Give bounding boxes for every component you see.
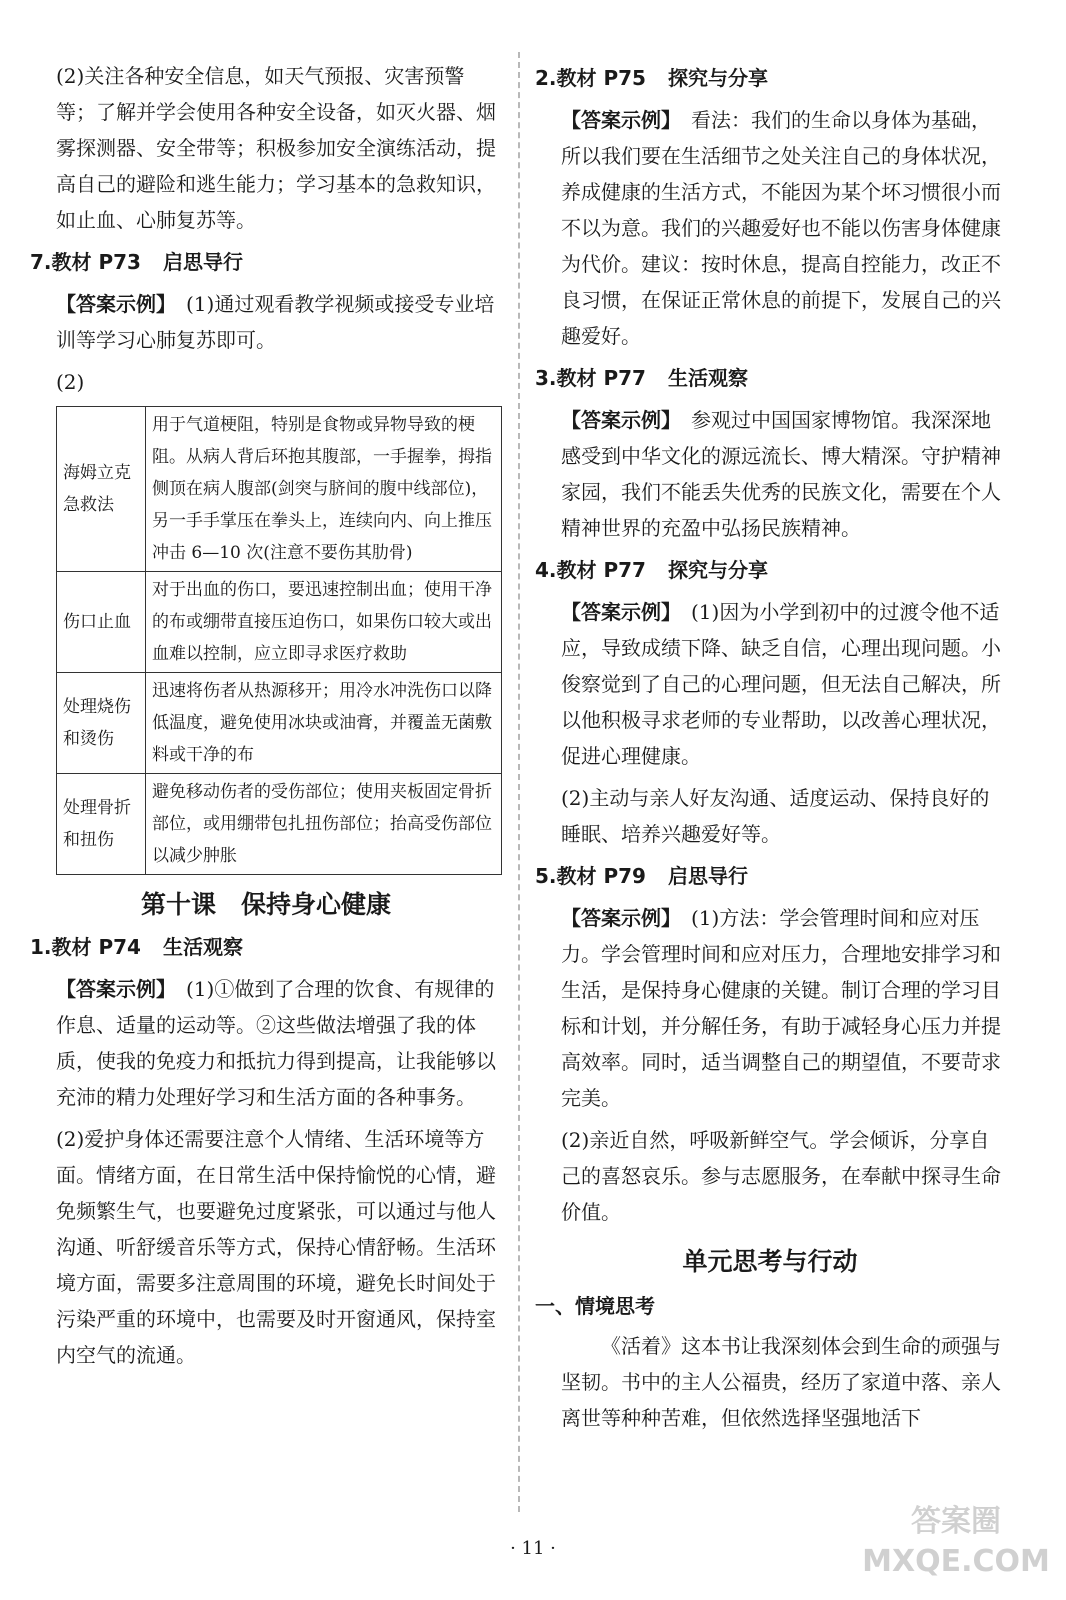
item-number: 4.教材 P77 — [535, 558, 646, 582]
item-number: 1.教材 P74 — [30, 935, 141, 959]
item-number: 3.教材 P77 — [535, 366, 646, 390]
answer-label: 【答案示例】 — [561, 108, 681, 132]
item-number: 2.教材 P75 — [535, 66, 646, 90]
paragraph: (2)爱护身体还需要注意个人情绪、生活环境等方面。情绪方面，在日常生活中保持愉悦的心情，避免频繁生气，也要避免过度紧张，可以通过与他人沟通、听舒缓音乐等方式，保持心情舒畅。生活环境方面，需要多注意周围的环境，避免长时间处于污染严重的环境中，也需要及时开窗通风，保持室内空气的流通。 — [56, 1127, 496, 1367]
paragraph: (2)关注各种安全信息，如天气预报、灾害预警等；了解并学会使用各种安全设备，如灭火器、烟雾探测器、安全带等；积极参加安全演练活动，提高自己的避险和逃生能力；学习基本的急救知识，如止血、心肺复苏等。 — [56, 64, 496, 232]
table-cell-desc: 对于出血的伤口，要迅速控制出血；使用干净的布或绷带直接压迫伤口，如果伤口较大或出血难以控制，应立即寻求医疗救助 — [146, 572, 502, 673]
table-cell-name: 伤口止血 — [57, 572, 146, 673]
answer-text: 参观过中国国家博物馆。我深深地感受到中华文化的源远流长、博大精深。守护精神家园，我们不能丢失优秀的民族文化，需要在个人精神世界的充盈中弘扬民族精神。 — [561, 408, 1001, 540]
answer-paragraph — [30, 971, 502, 1115]
answer-paragraph — [535, 900, 1005, 1116]
column-divider — [518, 52, 520, 1512]
answer-label: 【答案示例】 — [561, 600, 681, 624]
paragraph: (2) — [56, 370, 85, 394]
left-column — [30, 58, 502, 1379]
item-heading — [535, 552, 1005, 588]
answer-text: (1)因为小学到初中的过渡令他不适应，导致成绩下降、缺乏自信，心理出现问题。小俊察觉到了自己的心理问题，但无法自己解决，所以他积极寻求老师的专业帮助，以改善心理状况，促进心理健康。 — [561, 600, 1001, 768]
table-cell-desc: 避免移动伤者的受伤部位；使用夹板固定骨折部位，或用绷带包扎扭伤部位；抬高受伤部位以减少肿胀 — [146, 774, 502, 875]
table-cell-desc: 用于气道梗阻，特别是食物或异物导致的梗阻。从病人背后环抱其腹部，一手握拳，拇指侧顶在病人腹部(剑突与脐间的腹中线部位)，另一手手掌压在拳头上，连续向内、向上推压冲击 6—10 次(注意不要伤其肋骨) — [146, 407, 502, 572]
table-row — [57, 673, 502, 774]
answer-paragraph — [535, 102, 1005, 354]
answer-paragraph — [30, 286, 502, 358]
answer-label: 【答案示例】 — [561, 408, 681, 432]
item-topic: 生活观察 — [667, 366, 748, 390]
table-row — [57, 774, 502, 875]
answer-paragraph — [535, 402, 1005, 546]
answer-text: 看法：我们的生命以身体为基础，所以我们要在生活细节之处关注自己的身体状况，养成健康的生活方式，不能因为某个坏习惯很小而不以为意。我们的兴趣爱好也不能以伤害身体健康为代价。建议：按时休息，提高自控能力，改正不良习惯，在保证正常休息的前提下，发展自己的兴趣爱好。 — [561, 108, 1001, 348]
answer-label: 【答案示例】 — [561, 906, 681, 930]
table-cell-desc: 迅速将伤者从热源移开；用冷水冲洗伤口以降低温度，避免使用冰块或油膏，并覆盖无菌敷料或干净的布 — [146, 673, 502, 774]
first-aid-table — [56, 406, 502, 875]
paragraph: 《活着》这本书让我深刻体会到生命的顽强与坚韧。书中的主人公福贵，经历了家道中落、亲人离世等种种苦难，但依然选择坚强地活下 — [561, 1334, 1001, 1430]
item-number: 5.教材 P79 — [535, 864, 646, 888]
item-heading — [30, 929, 502, 965]
item-heading — [535, 858, 1005, 894]
table-cell-name: 处理骨折和扭伤 — [57, 774, 146, 875]
answer-text: (1)方法：学会管理时间和应对压力。学会管理时间和应对压力，合理地安排学习和生活，是保持身心健康的关键。制订合理的学习目标和计划，并分解任务，有助于减轻身心压力并提高效率。同时，适当调整自己的期望值，不要苛求完美。 — [561, 906, 1001, 1110]
item-topic: 启思导行 — [162, 250, 243, 274]
watermark-text: 答案圈 MXQE.COM — [862, 1504, 1050, 1579]
page-number: · 11 · — [510, 1538, 556, 1559]
item-heading — [535, 60, 1005, 96]
paragraph: (2)主动与亲人好友沟通、适度运动、保持良好的睡眠、培养兴趣爱好等。 — [561, 786, 990, 846]
answer-label: 【答案示例】 — [56, 977, 176, 1001]
watermark — [856, 1502, 1056, 1592]
answer-text: (1)通过观看教学视频或接受专业培训等学习心肺复苏即可。 — [56, 292, 495, 352]
item-heading — [30, 244, 502, 280]
table-row — [57, 572, 502, 673]
answer-label: 【答案示例】 — [56, 292, 176, 316]
item-topic: 生活观察 — [162, 935, 243, 959]
section-title: 单元思考与行动 — [682, 1247, 858, 1276]
item-topic: 探究与分享 — [667, 558, 768, 582]
item-topic: 启思导行 — [667, 864, 748, 888]
right-column — [535, 58, 1005, 1442]
sub-heading: 一、情境思考 — [535, 1294, 655, 1318]
paragraph: (2)亲近自然，呼吸新鲜空气。学会倾诉，分享自己的喜怒哀乐。参与志愿服务，在奉献中探寻生命价值。 — [561, 1128, 1001, 1224]
table-cell-name: 海姆立克急救法 — [57, 407, 146, 572]
answer-paragraph — [535, 594, 1005, 774]
table-row — [57, 407, 502, 572]
lesson-title: 第十课 保持身心健康 — [140, 890, 391, 919]
table-cell-name: 处理烧伤和烫伤 — [57, 673, 146, 774]
answer-text: (1)①做到了合理的饮食、有规律的作息、适量的运动等。②这些做法增强了我的体质，使我的免疫力和抵抗力得到提高，让我能够以充沛的精力处理好学习和生活方面的各种事务。 — [56, 977, 496, 1109]
item-topic: 探究与分享 — [667, 66, 768, 90]
item-heading — [535, 360, 1005, 396]
item-number: 7.教材 P73 — [30, 250, 141, 274]
